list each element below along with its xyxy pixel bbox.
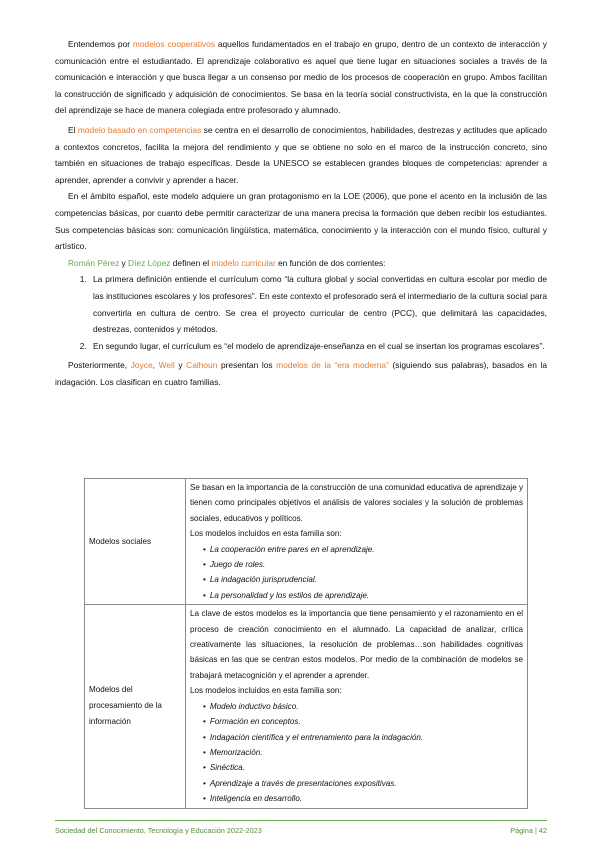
page-number: Página | 42	[510, 826, 547, 835]
list-item: 1. La primera definición entiende el currículum como “la cultura global y social convertidas en cultura escolar por medio de las instituciones escolares y los profesores”. En este contexto el profesorado será el intermediario de la cultura social para convertirla en cultura de centro. Se crea el proyecto curricular de centro (PCC), que delimitará las capacidades, destrezas, contenidos y métodos.	[89, 271, 547, 337]
page-footer	[55, 826, 547, 835]
author-name: Díez López	[128, 257, 171, 268]
list-item: • Aprendizaje a través de presentaciones expositivas.	[203, 776, 523, 791]
model-families-table	[84, 478, 528, 809]
paragraph-modern-era: Posteriormente, Joyce, Weil y Calhoun presentan los modelos de la “era moderna” (siguiendo sus palabras), basados en la indagación. Los clasifican en cuatro familias.	[55, 360, 547, 387]
footer-divider	[55, 820, 547, 821]
list-item: • Sinéctica.	[203, 760, 523, 775]
table-row-label: Modelos sociales	[85, 479, 186, 605]
document-body	[55, 36, 547, 390]
list-item: • Indagación científica y el entrenamiento para la indagación.	[203, 730, 523, 745]
paragraph-cooperative-models: Entendemos por modelos cooperativos aquellos fundamentados en el trabajo en grupo, dentro de un contexto de interacción y comunicación entre el estudiantado. El aprendizaje colaborativo es aquel que tiene lugar en situaciones sociales a través de la comunicación e interacción y que busca llegar a un consenso por medio de los procesos de cooperación en grupo. Ambos facilitan la construcción de significado y adquisición de conocimientos. Se basa en la teoría social constructivista, en la que la construcción del aprendizaje se hace de manera colegiada entre profesorado y alumnado.	[55, 39, 547, 116]
list-item: • La indagación jurisprudencial.	[203, 572, 523, 587]
model-list	[190, 699, 523, 807]
paragraph-competency-model: El modelo basado en competencias se centra en el desarrollo de conocimientos, habilidades, destrezas y actitudes que aplicado a contextos concretos, facilita la mejora del rendimiento y que se obtiene no solo en el marco de la instrucción concreto, sino también en situaciones de trabajo específicas. Desde la UNESCO se establecen grandes bloques de competencias: aprender a aprender, aprender a convivir y aprender a hacer.	[55, 124, 547, 185]
list-item: • Formación en conceptos.	[203, 714, 523, 729]
numbered-list	[55, 271, 547, 354]
author-name: Calhoun	[186, 360, 218, 371]
term-highlight: modelo basado en competencias	[77, 124, 202, 135]
table-row-label: Modelos del procesamiento de la información	[85, 605, 186, 808]
author-name: Weil	[158, 360, 175, 371]
list-item: • Juego de roles.	[203, 557, 523, 572]
term-highlight: modelos de la “era moderna”	[276, 360, 389, 371]
table-row	[85, 479, 528, 605]
list-item: • Modelo inductivo básico.	[203, 699, 523, 714]
author-name: Román Pérez	[68, 257, 120, 268]
footer-title: Sociedad del Conocimiento, Tecnología y Educación 2022-2023	[55, 826, 262, 835]
term-highlight: modelo curricular	[211, 257, 276, 268]
paragraph-curricular-model: Román Pérez y Díez López definen el modelo curricular en función de dos corrientes:	[68, 257, 386, 268]
list-item: • La cooperación entre pares en el aprendizaje.	[203, 542, 523, 557]
list-item: • Memorización.	[203, 745, 523, 760]
table-cell-description: La clave de estos modelos es la importancia que tiene pensamiento y el razonamiento en el proceso de creación conocimiento en el alumnado. La capacidad de analizar, crítica creativamente las situaciones, la resolución de problemas…son habilidades cognitivas básicas en las que se centran estos modelos. Por medio de la combinación de modelos se trabajará metacognición y el aprender a aprender. Los modelos incluidos en esta familia son: • Modelo inductivo básico. • Formación en conceptos. • Indagación científica y el entrenamiento para la indagación. • Memorización. • Sinéctica. • Aprendizaje a través de presentaciones expositivas. • Inteligencia en desarrollo.	[186, 605, 528, 808]
list-item: • La personalidad y los estilos de aprendizaje.	[203, 588, 523, 603]
table-row	[85, 605, 528, 808]
author-name: Joyce	[130, 360, 153, 371]
list-item: • Inteligencia en desarrollo.	[203, 791, 523, 806]
table-cell-description: Se basan en la importancia de la construcción de una comunidad educativa de aprendizaje y tienen como principales objetivos el análisis de valores sociales y la solución de problemas sociales, educativos y políticos. Los modelos incluidos en esta familia son: • La cooperación entre pares en el aprendizaje. • Juego de roles. • La indagación jurisprudencial. • La personalidad y los estilos de aprendizaje.	[186, 479, 528, 605]
list-item: 2. En segundo lugar, el currículum es “el modelo de aprendizaje-enseñanza en el cual se insertan los programas escolares”.	[89, 338, 547, 355]
model-list	[190, 542, 523, 604]
term-highlight: modelos cooperativos	[132, 39, 215, 49]
paragraph-loe: En el ámbito español, este modelo adquiere un gran protagonismo en la LOE (2006), que pone el acento en la inclusión de las competencias básicas, por cuanto debe permitir caracterizar de una manera precisa la formación que deben recibir los estudiantes. Sus competencias básicas son: comunicación lingüística, matemática, conocimiento y la interacción con el mundo físico, cultural y artístico.	[55, 191, 547, 252]
